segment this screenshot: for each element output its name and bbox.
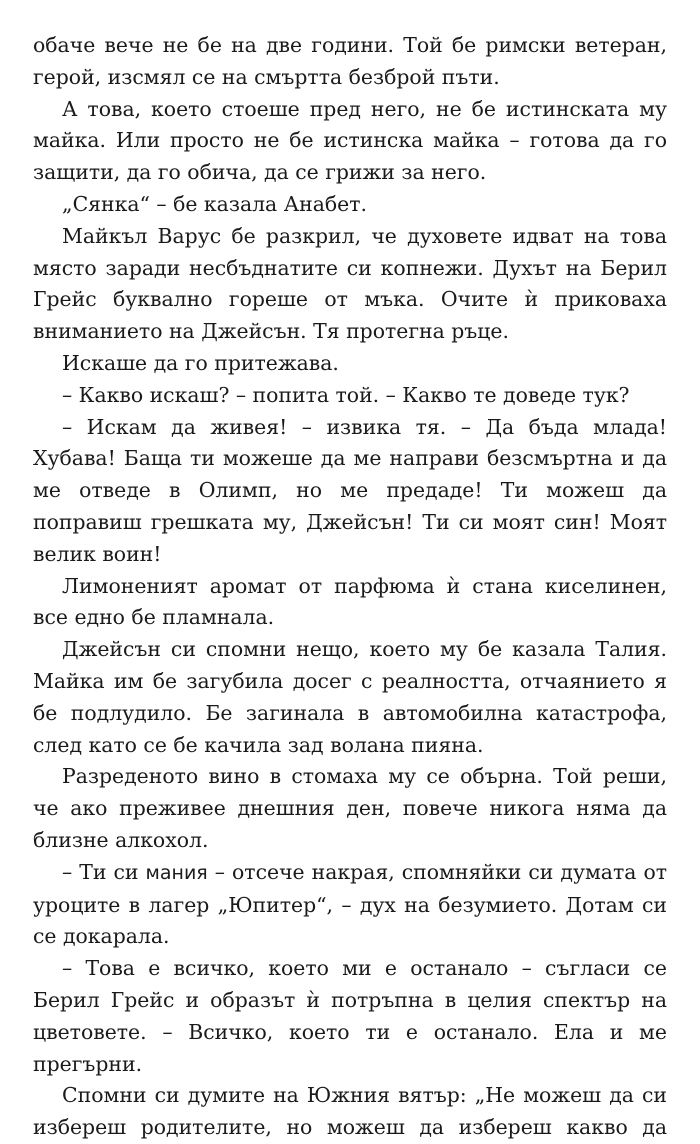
dialogue-line: – Това е всичко, което ми е останало – съгласи се Берил Грейс и образът ѝ потръпна в целия спектър на цветовете. – Всичко, което ти е останало. Ела и ме прегърни.: [33, 956, 667, 1076]
paragraph-continued: обаче вече не бе на две години. Той бе римски ветеран, герой, изсмял се на смъртта безброй пъти.: [33, 33, 667, 89]
paragraph: „Сянка“ – бе казала Анабет.: [62, 191, 367, 216]
emphasized-word: мания: [145, 861, 208, 884]
paragraph: Лимоненият аромат от парфюма ѝ стана киселинен, все едно бе пламнала.: [33, 573, 667, 630]
paragraph: Искаше да го притежава.: [62, 350, 339, 375]
dialogue-line: – Искам да живея! – извика тя. – Да бъда млада! Хубава! Баща ти можеше да ме направи безсмъртна и да ме отведе в Олимп, но ме предаде! Ти можеш да поправиш грешката му, Джейсън! Ти си моят син! Моят велик воин!: [33, 414, 667, 566]
paragraph: А това, което стоеше пред него, не бе истинската му майка. Или просто не бе истинска майка – готова да го защити, да го обича, да се грижи за него.: [33, 96, 667, 185]
text-after-emphasis: – отсече накрая, спомняйки си думата от уроците в лагер „Юпитер“, – дух на безумието. Дотам си се докарала.: [33, 859, 667, 949]
dialogue-line: – Какво искаш? – попита той. – Какво те доведе тук?: [62, 382, 630, 407]
paragraph: Разреденото вино в стомаха му се обърна. Той реши, че ако преживее днешния ден, повече никога няма да близне алкохол.: [33, 764, 667, 852]
dialogue-line: [33, 857, 667, 953]
paragraph-continues: Спомни си думите на Южния вятър: „Не можеш да си избереш родителите, но можеш да избереш какво да: [33, 1083, 667, 1140]
paragraph: Джейсън си спомни нещо, което му бе казала Талия. Майка им бе загубила досег с реалността, отчаянието я бе подлудило. Бе загинала в автомобилна катастрофа, след като се бе качила зад волана пияна.: [33, 637, 667, 757]
text-before-emphasis: – Ти си: [62, 859, 146, 884]
paragraph: Майкъл Варус бе разкрил, че духовете идват на това място заради несбъднатите си копнежи. Духът на Берил Грейс буквално гореше от мъка. Очите ѝ приковаха вниманието на Джейсън. Тя протегна ръце.: [33, 223, 667, 344]
